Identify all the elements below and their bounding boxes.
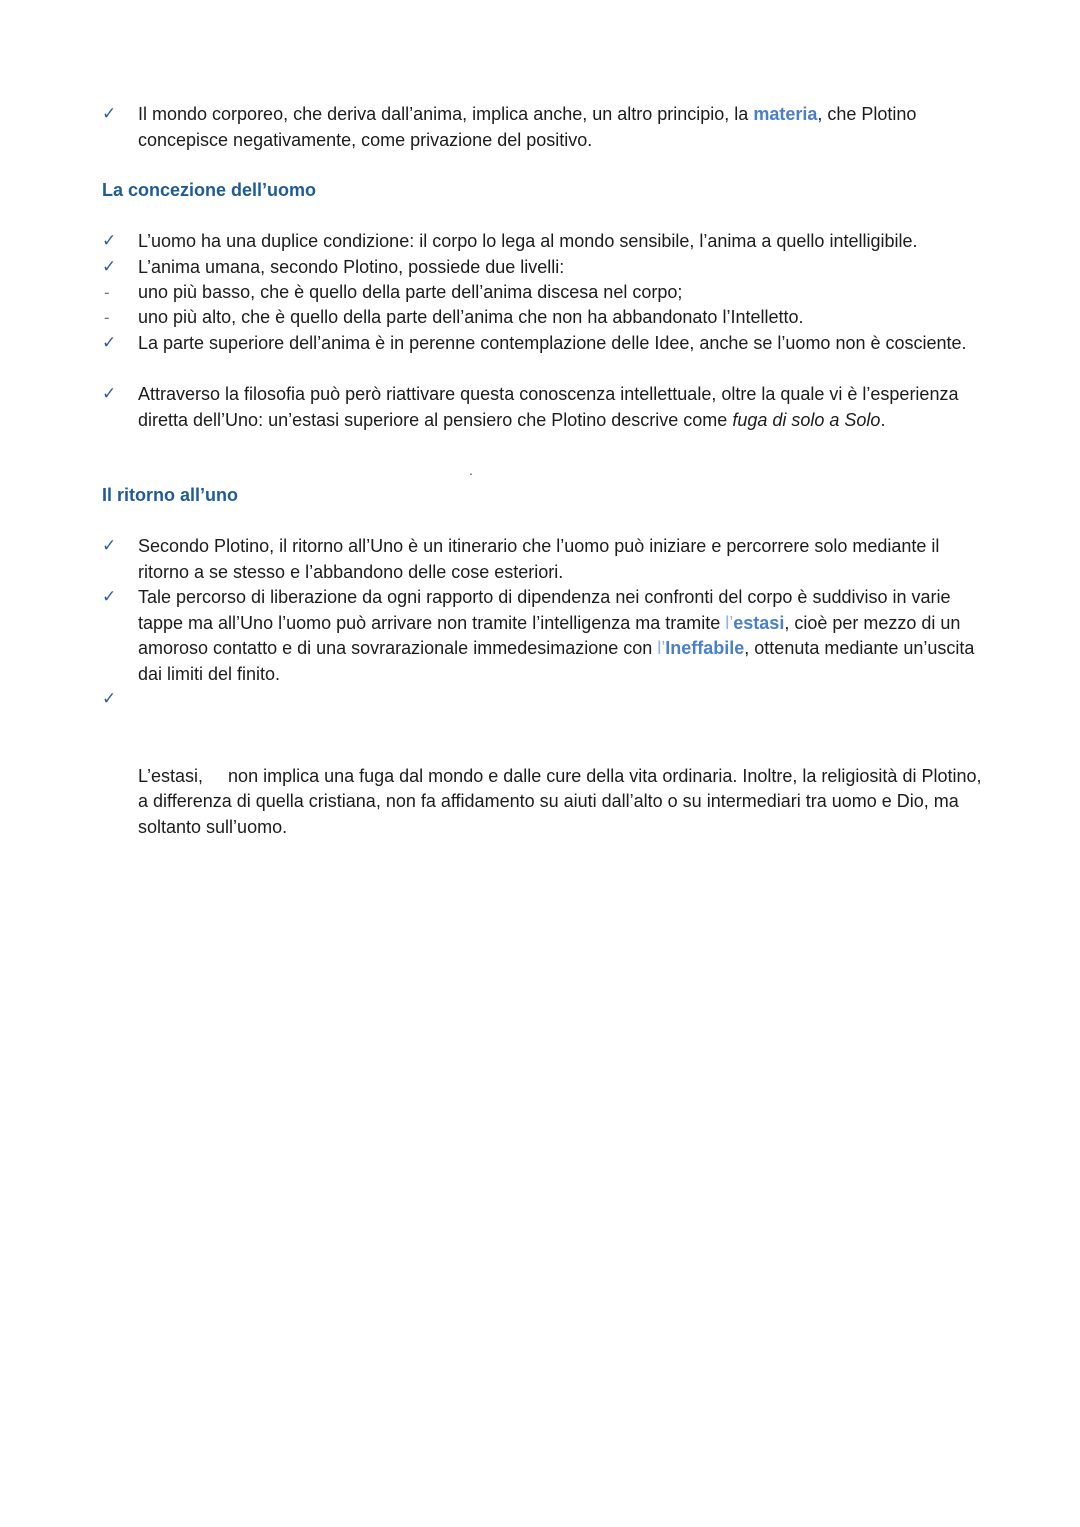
check-icon: ✓	[102, 333, 117, 353]
bullet-text-after: , ottenuta mediante un’uscita dai limiti del finito.	[138, 638, 975, 684]
check-icon: ✓	[102, 587, 117, 607]
bullet-text-before: Attraverso la filosofia può però riattivare questa conoscenza intellettuale, oltre la quale vi è l’esperienza diretta dell’Uno: un’estasi superiore al pensiero che Plotino descrive come	[138, 384, 959, 430]
italic-phrase: fuga di solo a Solo	[732, 409, 881, 430]
bullet-item-estasi-ineffabile	[102, 585, 982, 687]
bullet-text-before: Il mondo corporeo, che deriva dall’anima, implica anche, un altro principio, la	[138, 104, 754, 124]
bullet-text: uno più alto, che è quello della parte dell’anima che non ha abbandonato l’Intelletto.	[138, 307, 804, 327]
bullet-item	[102, 534, 982, 585]
bullet-text	[138, 102, 982, 153]
bullet-text-after: , che Plotino concepisce negativamente, come privazione del positivo.	[138, 104, 917, 150]
bullet-text: Secondo Plotino, il ritorno all’Uno è un itinerario che l’uomo può iniziare e percorrere solo mediante il ritorno a se stesso e l’abbandono delle cose esteriori.	[138, 536, 940, 582]
sub-bullet-item	[102, 305, 982, 331]
bullet-text: uno più basso, che è quello della parte dell’anima discesa nel corpo;	[138, 282, 683, 302]
bullet-item-materia	[102, 102, 982, 153]
bullet-item	[102, 255, 982, 281]
bullet-text: La parte superiore dell’anima è in perenne contemplazione delle Idee, anche se l’uomo non è cosciente.	[138, 333, 967, 353]
bullet-text-middle: , cioè per mezzo di un amoroso contatto e di una sovrarazionale immedesimazione con	[138, 612, 961, 658]
bullet-text	[138, 585, 982, 687]
check-icon: ✓	[102, 231, 117, 251]
bullet-item	[102, 331, 982, 357]
bullet-text: L’anima umana, secondo Plotino, possiede due livelli:	[138, 257, 565, 277]
check-icon: ✓	[102, 384, 117, 404]
bullet-text	[138, 382, 982, 433]
bullet-text-before: Tale percorso di liberazione da ogni rapporto di dipendenza nei confronti del corpo è suddiviso in varie tappe ma all’Uno l’uomo può arrivare non tramite l’intelligenza ma tramite	[138, 587, 951, 633]
bullet-item	[102, 229, 982, 255]
sub-bullet-item	[102, 280, 982, 306]
keyword-estasi: estasi	[733, 612, 785, 633]
keyword-materia: materia	[753, 104, 818, 124]
bullet-text: L’estasi, non implica una fuga dal mondo e dalle cure della vita ordinaria. Inoltre, la religiosità di Plotino, a differenza di quella cristiana, non fa affidamento su aiuti dall’alto o su intermediari tra uomo e Dio, ma soltanto sull’uomo.	[138, 765, 987, 837]
check-icon: ✓	[102, 257, 117, 277]
dash-marker: -	[104, 283, 110, 302]
keyword-ineffabile: Ineffabile	[665, 638, 745, 658]
bullet-item	[102, 687, 987, 891]
bullet-text-after: .	[880, 409, 886, 430]
keyword-prefix: l’	[657, 638, 666, 658]
bullet-item-estasi-uno	[102, 382, 982, 433]
stray-mark: .	[469, 462, 473, 478]
dash-marker: -	[104, 308, 110, 327]
check-icon: ✓	[102, 104, 117, 124]
section-heading-ritorno: Il ritorno all’uno	[102, 485, 238, 505]
bullet-text: L’uomo ha una duplice condizione: il corpo lo lega al mondo sensibile, l’anima a quello intelligibile.	[138, 231, 918, 251]
check-icon: ✓	[102, 689, 117, 709]
keyword-prefix: l’	[725, 612, 734, 633]
check-icon: ✓	[102, 536, 117, 556]
section-heading-concezione: La concezione dell’uomo	[102, 180, 317, 200]
